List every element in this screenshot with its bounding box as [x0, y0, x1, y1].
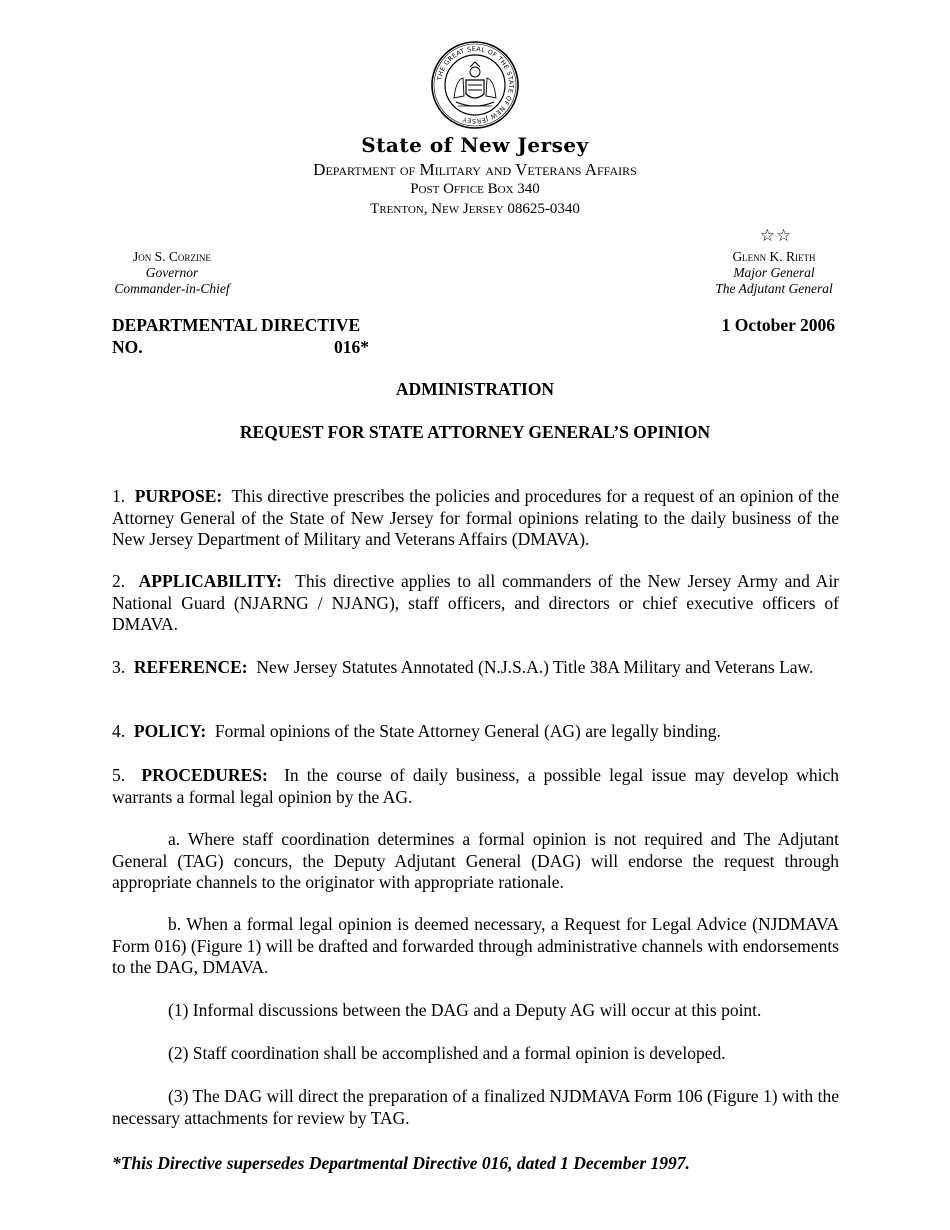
seal-graphic	[430, 40, 520, 130]
paragraph-number: 4.	[112, 721, 126, 741]
paragraph-text: Formal opinions of the State Attorney General (AG) are legally binding.	[214, 721, 721, 741]
paragraph-label: PROCEDURES:	[141, 765, 268, 785]
adjutant-general-role: The Adjutant General	[715, 281, 833, 296]
paragraph-purpose	[112, 486, 839, 551]
adjutant-general-block	[705, 249, 843, 297]
paragraph-number: 5.	[112, 765, 126, 785]
state-title: State of New Jersey	[361, 133, 589, 157]
adjutant-general-name: Glenn K. Rieth	[732, 249, 816, 264]
paragraph-text: In the course of daily business, a possible legal issue may develop which warrants a formal legal opinion by the AG.	[112, 765, 840, 807]
subparagraph-a: a. Where staff coordination determines a formal opinion is not required and The Adjutant General (TAG) concurs, the Deputy Adjutant General (DAG) will endorse the request through appropriate channels to the originator with appropriate rationale.	[112, 829, 839, 892]
paragraph-number: 2.	[112, 571, 126, 591]
paragraph-reference	[112, 657, 839, 679]
governor-title: Governor	[145, 265, 199, 280]
city-address: Trenton, New Jersey 08625-0340	[370, 201, 580, 217]
directive-date: 1 October 2006	[721, 315, 835, 335]
paragraph-number: 3.	[112, 657, 126, 677]
paragraph-text: This directive prescribes the policies and procedures for a request of an opinion of the Attorney General of the State of New Jersey for formal opinions relating to the daily business of the New Jersey Department of Military and Veterans Affairs (DMAVA).	[112, 486, 839, 549]
subparagraph-2: (2) Staff coordination shall be accomplished and a formal opinion is developed.	[168, 1043, 726, 1063]
paragraph-label: APPLICABILITY:	[138, 571, 282, 591]
directive-number-label: NO.	[112, 337, 143, 357]
paragraph-label: REFERENCE:	[133, 657, 248, 677]
two-star-rank-icon: ☆☆	[759, 226, 793, 245]
governor-block	[110, 249, 234, 297]
paragraph-number: 1.	[112, 486, 126, 506]
paragraph-text: New Jersey Statutes Annotated (N.J.S.A.) Title 38A Military and Veterans Law.	[256, 657, 814, 677]
directive-number: 016*	[334, 337, 369, 357]
subparagraph-b: b. When a formal legal opinion is deemed necessary, a Request for Legal Advice (NJDMAVA Form 016) (Figure 1) will be drafted and forwarded through administrative channels with endorsements to the DAG, DMAVA.	[112, 914, 839, 977]
seal-ring-text: THE GREAT SEAL OF THE STATE OF NEW JERSEY	[436, 45, 515, 125]
paragraph-applicability	[112, 571, 839, 636]
paragraph-text: This directive applies to all commanders of the New Jersey Army and Air National Guard (NJARNG / NJANG), staff officers, and directors or chief executive officers of DMAVA.	[112, 571, 840, 634]
governor-name: Jon S. Corzine	[133, 249, 211, 264]
paragraph-label: PURPOSE:	[134, 486, 223, 506]
governor-role: Commander-in-Chief	[114, 281, 230, 296]
supersedes-note: *This Directive supersedes Departmental Directive 016, dated 1 December 1997.	[112, 1153, 690, 1173]
adjutant-general-title: Major General	[733, 265, 815, 280]
paragraph-procedures	[112, 765, 839, 808]
directive-title: DEPARTMENTAL DIRECTIVE	[112, 315, 361, 335]
department-name: Department of Military and Veterans Affairs	[313, 160, 637, 179]
subparagraph-3: (3) The DAG will direct the preparation of a finalized NJDMAVA Form 106 (Figure 1) with the necessary attachments for review by TAG.	[112, 1086, 839, 1128]
paragraph-label: POLICY:	[133, 721, 207, 741]
post-office-box: Post Office Box 340	[410, 181, 540, 197]
subparagraph-1: (1) Informal discussions between the DAG and a Deputy AG will occur at this point.	[168, 1000, 762, 1020]
subject-heading: REQUEST FOR STATE ATTORNEY GENERAL’S OPINION	[239, 422, 711, 442]
paragraph-policy	[112, 721, 839, 743]
section-heading: ADMINISTRATION	[395, 379, 555, 399]
state-seal-logo	[430, 40, 520, 130]
